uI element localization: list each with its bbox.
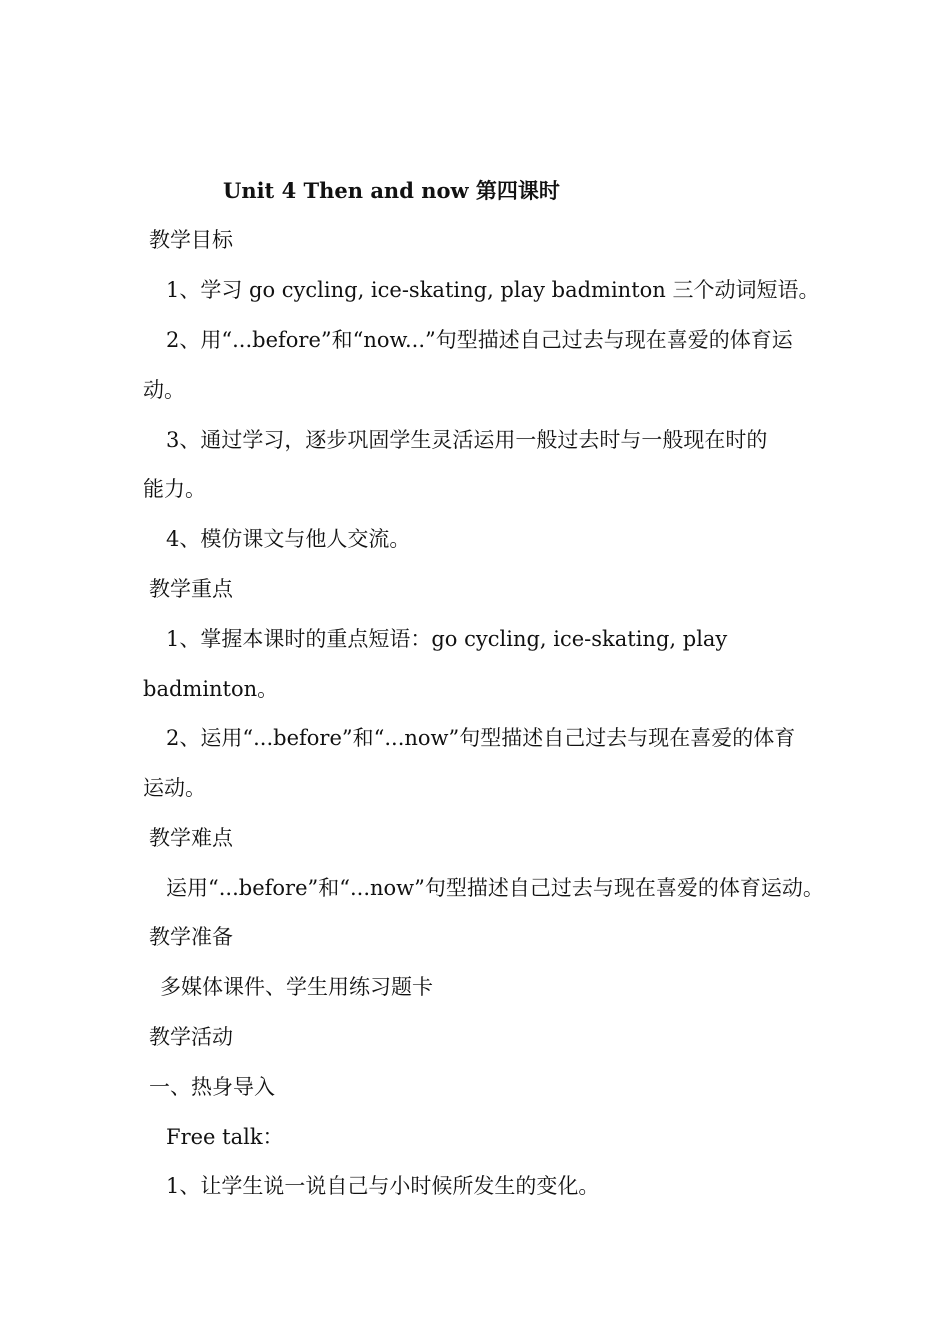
section-heading-key-points: 教学重点 bbox=[149, 577, 233, 601]
objective-3: 3、通过学习，逐步巩固学生灵活运用一般过去时与一般现在时的 bbox=[166, 428, 768, 452]
key-point-2: 2、运用“...before”和“...now”句型描述自己过去与现在喜爱的体育 bbox=[166, 726, 796, 750]
key-point-1: 1、掌握本课时的重点短语：go cycling, ice-skating, play bbox=[166, 627, 728, 651]
objective-4: 4、模仿课文与他人交流。 bbox=[166, 527, 411, 551]
objective-1: 1、学习 go cycling, ice-skating, play badminton 三个动词短语。 bbox=[166, 278, 820, 302]
objective-3-cont: 能力。 bbox=[143, 477, 206, 501]
objective-2-cont: 动。 bbox=[143, 378, 185, 402]
section-heading-preparation: 教学准备 bbox=[149, 925, 233, 949]
key-point-2-cont: 运动。 bbox=[143, 776, 206, 800]
preparation-1: 多媒体课件、学生用练习题卡 bbox=[160, 975, 433, 999]
section-heading-difficulties: 教学难点 bbox=[149, 826, 233, 850]
activity-warmup-heading: 一、热身导入 bbox=[149, 1075, 275, 1099]
key-point-1-cont: badminton。 bbox=[143, 677, 279, 701]
section-heading-objectives: 教学目标 bbox=[149, 228, 233, 252]
section-heading-activities: 教学活动 bbox=[149, 1025, 233, 1049]
free-talk-label: Free talk： bbox=[166, 1125, 284, 1149]
free-talk-item-1: 1、让学生说一说自己与小时候所发生的变化。 bbox=[166, 1174, 600, 1198]
objective-2: 2、用“...before”和“now...”句型描述自己过去与现在喜爱的体育运 bbox=[166, 328, 793, 352]
difficulty-1: 运用“...before”和“...now”句型描述自己过去与现在喜爱的体育运动。 bbox=[166, 876, 824, 900]
document-title: Unit 4 Then and now 第四课时 bbox=[223, 178, 560, 203]
